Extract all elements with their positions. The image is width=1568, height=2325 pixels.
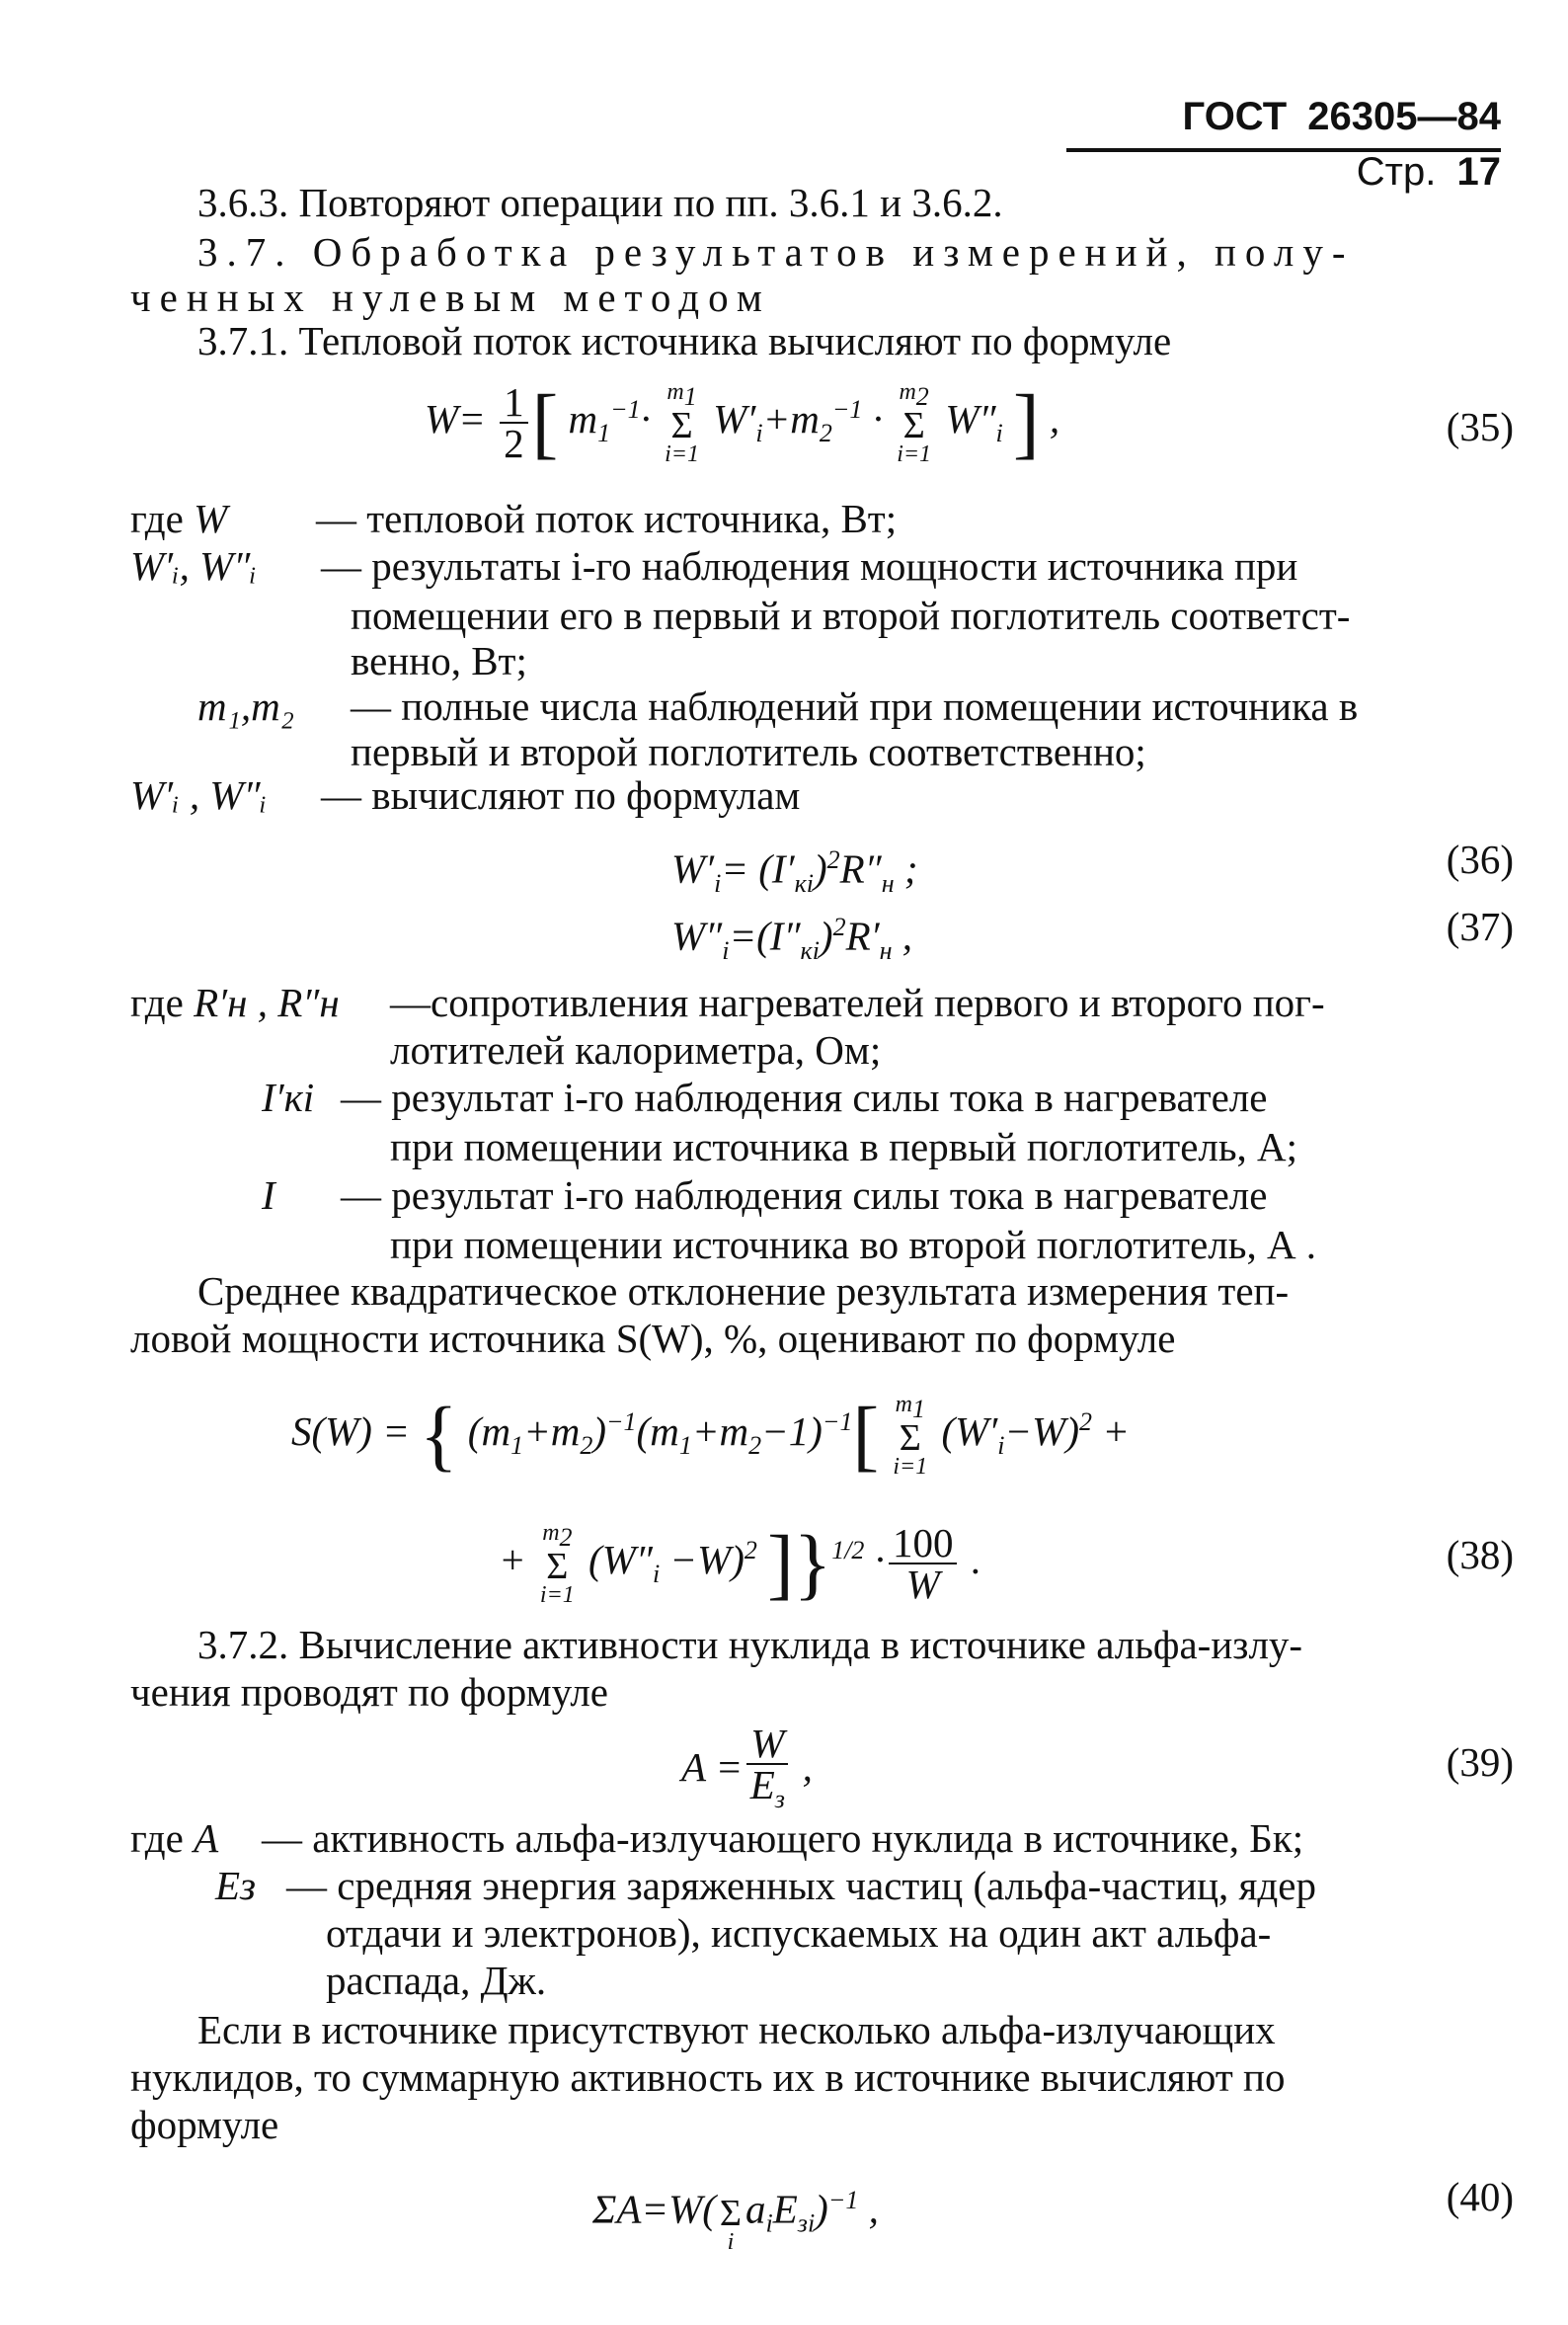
label-i: I — [262, 1172, 275, 1218]
heading-3-7-b: ченных нулевым методом — [130, 275, 771, 320]
equation-35: W= $\frac{1}{2}$ [ $m_1^{-1}\cdot m_1$ Σ i=1 $W'_i+m_2^{-1} \cdot m_2$ Σ i=1 $W''_i$ ] , — [425, 379, 1060, 467]
page-header — [1066, 89, 1501, 194]
def-iki-2: при помещении источника в первый поглотитель, А; — [390, 1124, 1298, 1169]
def-a: — активность альфа-излучающего нуклида в источнике, Бк; — [262, 1815, 1304, 1861]
header-page-number: 17 — [1456, 150, 1501, 194]
equation-number-38: (38) — [1446, 1532, 1514, 1577]
def-e-3: распада, Дж. — [326, 1958, 547, 2003]
paragraph-multi-2: нуклидов, то суммарную активность их в источнике вычисляют по — [130, 2054, 1286, 2100]
equation-number-39: (39) — [1446, 1739, 1514, 1785]
paragraph-3-7-1: 3.7.1. Тепловой поток источника вычисляют по формуле — [197, 318, 1172, 363]
equation-38-line-1: S(W) = { $(m_1+m_2)^{-1}(m_1+m_2-1)^{-1}$[ $m_1$ Σ i=1 $(W'_i-W)^2$ + — [291, 1392, 1130, 1480]
paragraph-s-2: ловой мощности источника S(W), %, оценивают по формуле — [130, 1316, 1176, 1361]
def-m-2: первый и второй поглотитель соответственно; — [351, 729, 1146, 774]
def-wi-1: — результаты i-го наблюдения мощности источника при — [321, 543, 1298, 589]
equation-37: $W''_i=(I''_{кi})^2R'_н$ , — [671, 913, 912, 965]
def-m-1: — полные числа наблюдений при помещении источника в — [351, 683, 1359, 729]
equation-40: ΣA=W( Σ $ia_iE_{зi})^{-1}$ , — [592, 2185, 879, 2255]
def-e-1: — средняя энергия заряженных частиц (альфа-частиц, ядер — [286, 1863, 1316, 1908]
label-e: Eз — [215, 1863, 257, 1908]
label-m-pair: m₁,m₂ — [197, 683, 294, 729]
def-iki-1: — результат i-го наблюдения силы тока в нагревателе — [341, 1075, 1268, 1120]
paragraph-multi-1: Если в источнике присутствуют несколько альфа-излучающих — [197, 2007, 1276, 2052]
def-wcalc: — вычисляют по формулам — [321, 772, 801, 818]
header-page-label: Стр. — [1356, 150, 1437, 194]
equation-number-36: (36) — [1446, 837, 1514, 882]
label-where-2: где R′н , R″н — [130, 980, 340, 1025]
paragraph-3-6-3: 3.6.3. Повторяют операции по пп. 3.6.1 и 3.6.2. — [197, 180, 1003, 225]
def-r-1: —сопротивления нагревателей первого и второго пог- — [390, 980, 1325, 1025]
equation-36: $W'_i= (I'_{кi})^2R''_н$ ; — [671, 845, 918, 898]
equation-39: A = $\frac{W}{E_з}$ , — [681, 1721, 813, 1814]
paragraph-3-7-2-b: чения проводят по формуле — [130, 1669, 608, 1715]
def-w: — тепловой поток источника, Вт; — [316, 496, 898, 541]
def-i-1: — результат i-го наблюдения силы тока в нагревателе — [341, 1172, 1268, 1218]
header-gost: ГОСТ — [1182, 95, 1288, 138]
paragraph-s-1: Среднее квадратическое отклонение результата измерения теп- — [197, 1268, 1290, 1314]
equation-number-37: (37) — [1446, 904, 1514, 949]
paragraph-3-7-2-a: 3.7.2. Вычисление активности нуклида в источнике альфа-излу- — [197, 1622, 1303, 1667]
paragraph-multi-3: формуле — [130, 2102, 279, 2147]
def-r-2: лотителей калориметра, Ом; — [390, 1027, 882, 1073]
label-wi-pair: W′ᵢ, W″ᵢ — [130, 543, 257, 589]
equation-number-40: (40) — [1446, 2174, 1514, 2219]
def-i-2: при помещении источника во второй поглотитель, А . — [390, 1222, 1317, 1267]
label-where-1: где W — [130, 496, 228, 541]
def-e-2: отдачи и электронов), испускаемых на один акт альфа- — [326, 1910, 1272, 1956]
label-wi-pair-2: W′ᵢ , W″ᵢ — [130, 772, 268, 818]
equation-number-35: (35) — [1446, 404, 1514, 449]
def-wi-2: помещении его в первый и второй поглотитель соответст- — [351, 593, 1351, 638]
def-wi-3: венно, Вт; — [351, 638, 527, 683]
label-iki: I′кi — [262, 1075, 315, 1120]
header-number: 26305—84 — [1307, 95, 1501, 138]
heading-3-7-a: 3.7. Обработка результатов измерений, полу- — [197, 229, 1355, 275]
equation-38-line-2: + $m_2$ Σ i=1 $(W''_i -W)^2$ ]}$^{1/2}$ · $\frac{100}{W}$ . — [499, 1520, 981, 1608]
label-where-3: где A — [130, 1815, 219, 1861]
